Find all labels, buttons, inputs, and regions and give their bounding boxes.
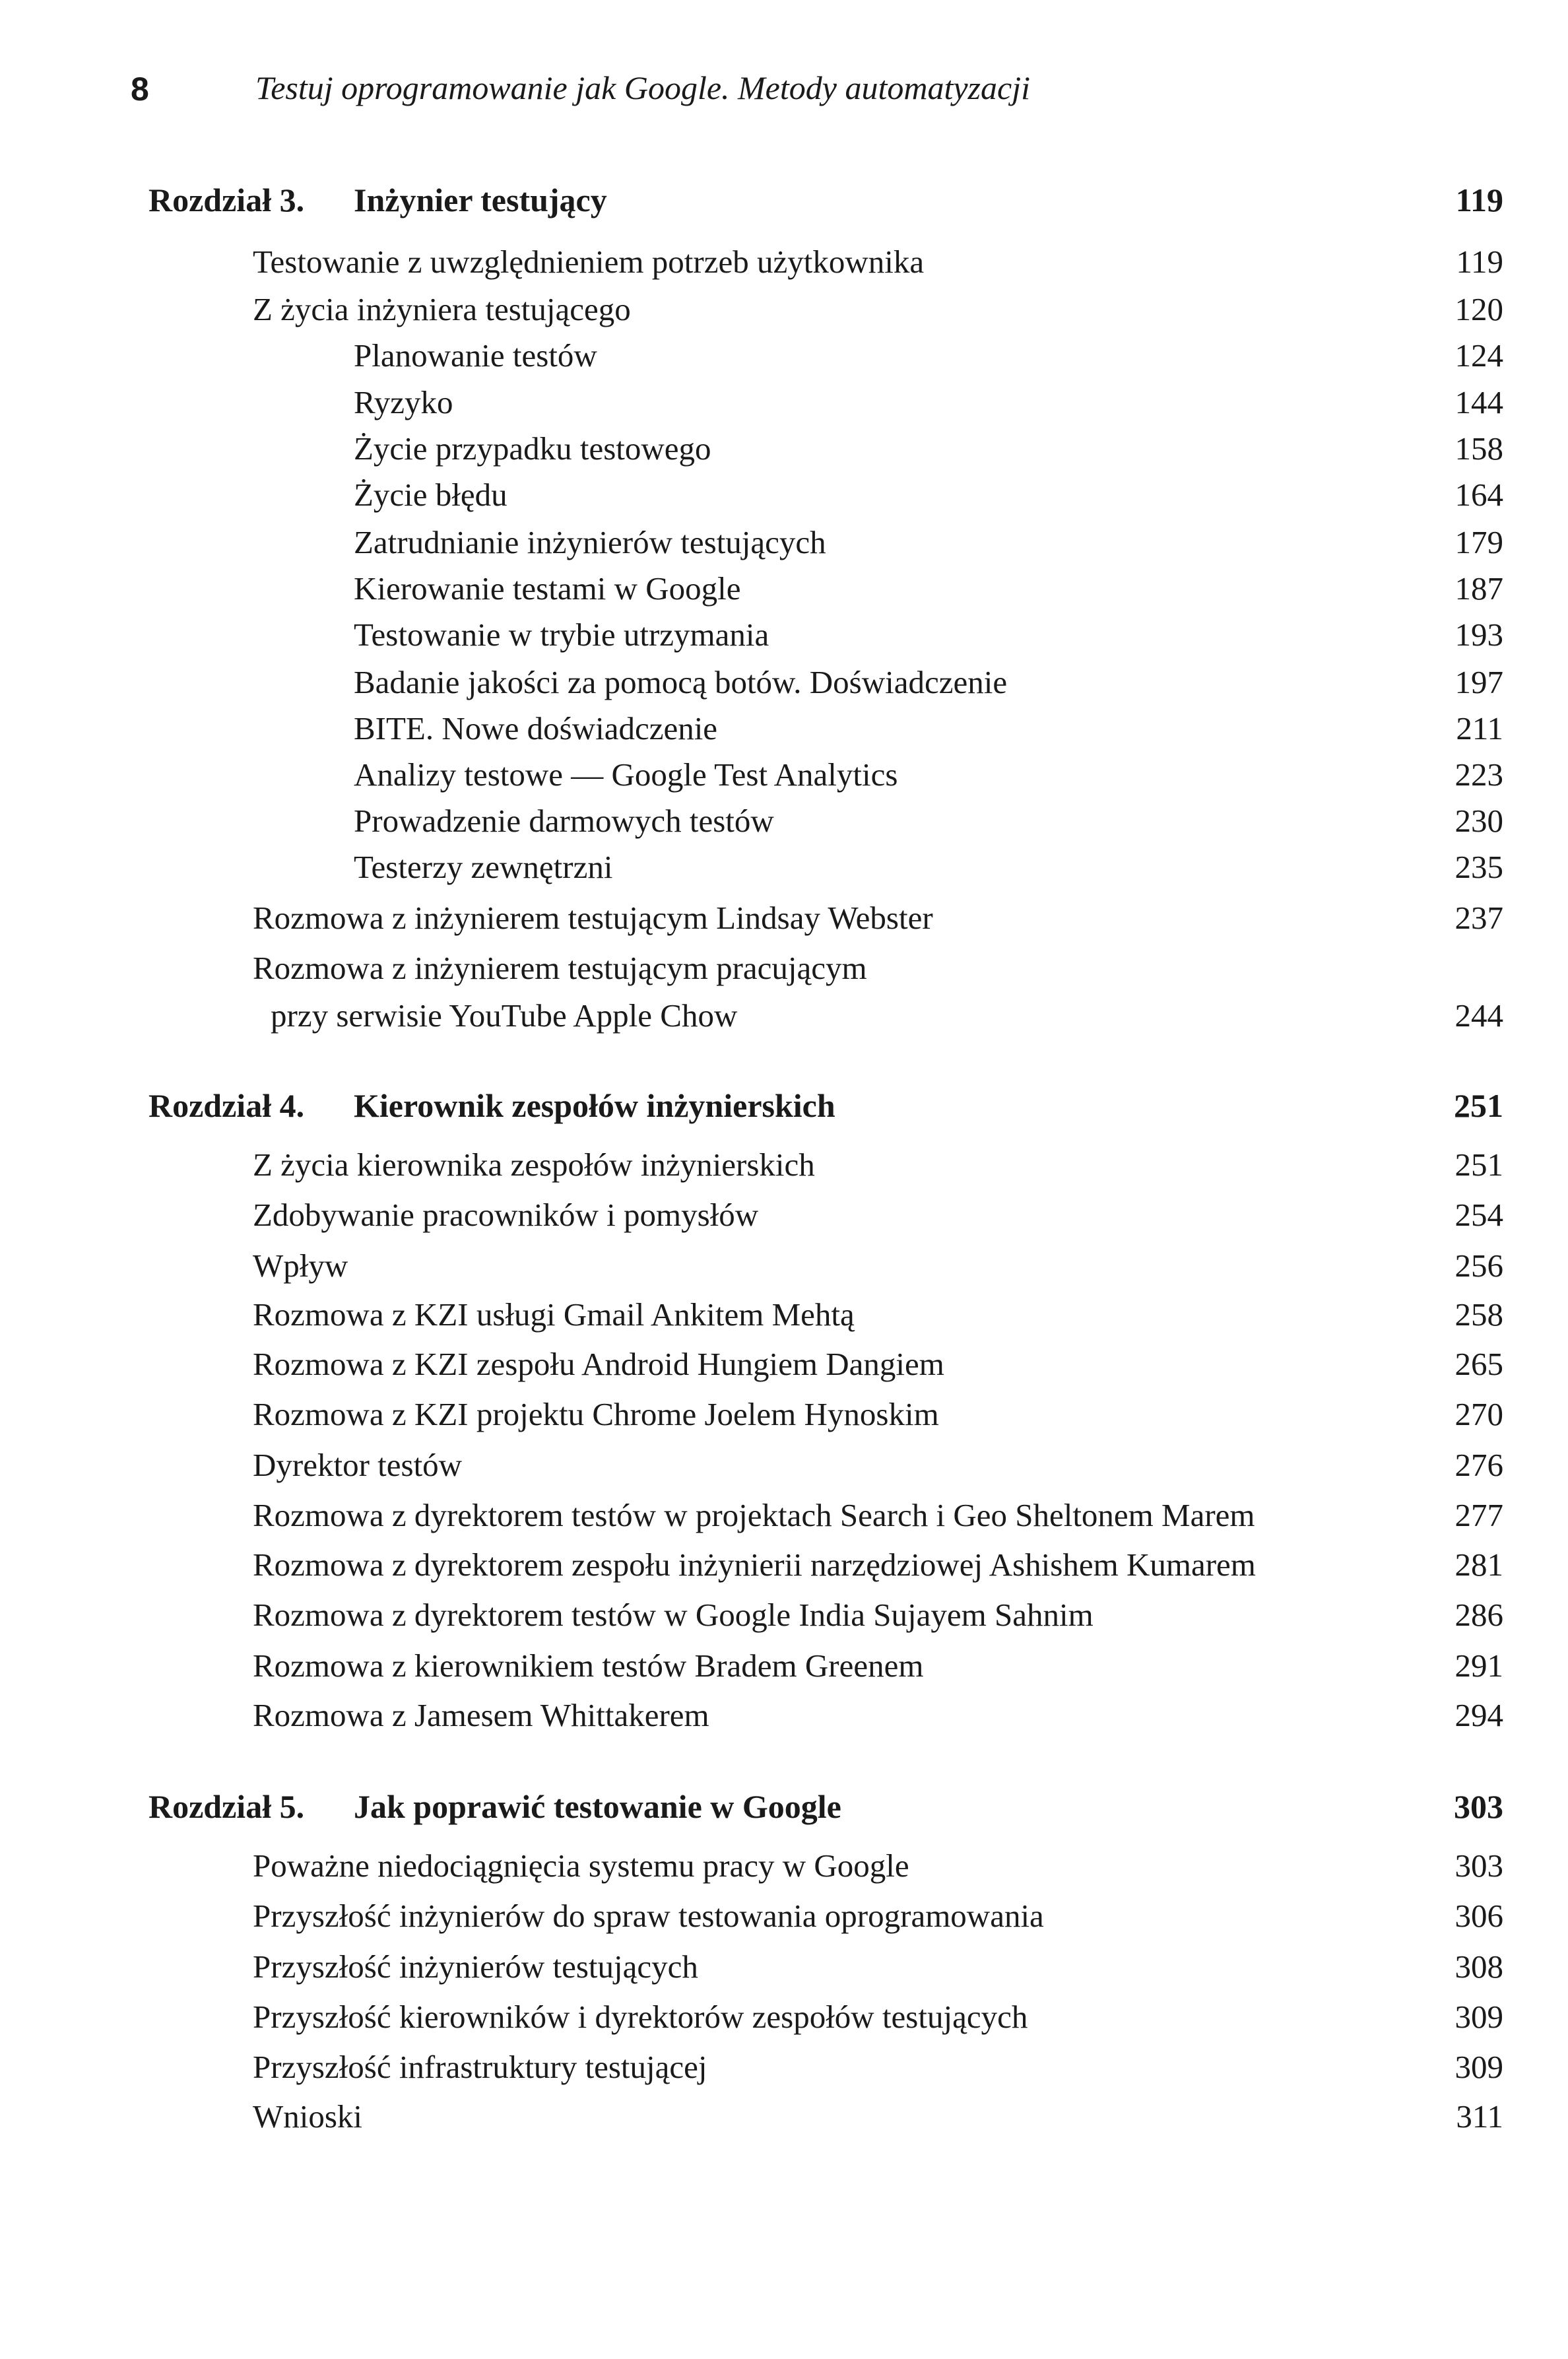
- toc-entry: Testowanie z uwzględnieniem potrzeb użytkownika: [253, 244, 925, 280]
- toc-entry: Z życia kierownika zespołów inżynierskich: [253, 1146, 815, 1183]
- toc-subentry: Analizy testowe — Google Test Analytics: [354, 756, 898, 793]
- toc-entry: Z życia inżyniera testującego: [253, 291, 631, 327]
- toc-subentry: Zatrudnianie inżynierów testujących: [354, 524, 826, 560]
- toc-entry: Rozmowa z KZI projektu Chrome Joelem Hynoskim: [253, 1396, 939, 1432]
- toc-entry: Rozmowa z dyrektorem testów w projektach Search i Geo Sheltonem Marem: [253, 1497, 1255, 1533]
- toc-entry-page: 237: [1454, 900, 1503, 936]
- toc-entry-page: 119: [1456, 244, 1503, 280]
- toc-entry: Rozmowa z inżynierem testującym Lindsay Webster: [253, 900, 933, 936]
- toc-entry-page: 211: [1456, 710, 1503, 747]
- toc-subentry: Badanie jakości za pomocą botów. Doświadczenie: [354, 664, 1008, 700]
- toc-entry: Przyszłość inżynierów testujących: [253, 1948, 698, 1985]
- toc-entry: Rozmowa z KZI zespołu Android Hungiem Dangiem: [253, 1346, 944, 1382]
- toc-entry-page: 235: [1454, 849, 1503, 885]
- toc-entry-continuation: przy serwisie YouTube Apple Chow: [271, 997, 738, 1034]
- toc-entry-page: 311: [1456, 2098, 1503, 2135]
- toc-entry-page: 258: [1454, 1296, 1503, 1333]
- toc-entry: Wnioski: [253, 2098, 363, 2135]
- toc-entry: Poważne niedociągnięcia systemu pracy w Google: [253, 1847, 909, 1884]
- toc-subentry: Kierowanie testami w Google: [354, 570, 741, 607]
- chapter-label: Rozdział 5.: [148, 1788, 305, 1825]
- toc-subentry: Prowadzenie darmowych testów: [354, 803, 774, 839]
- toc-entry: Zdobywanie pracowników i pomysłów: [253, 1197, 759, 1233]
- toc-entry-page: 158: [1454, 430, 1503, 467]
- chapter-title: Inżynier testujący: [354, 182, 607, 218]
- chapter-page: 303: [1454, 1788, 1503, 1825]
- toc-entry-page: 230: [1454, 803, 1503, 839]
- toc-subentry: BITE. Nowe doświadczenie: [354, 710, 718, 747]
- running-header-book-title: Testuj oprogramowanie jak Google. Metody automatyzacji: [255, 69, 1030, 106]
- chapter-label: Rozdział 3.: [148, 182, 305, 218]
- toc-entry-page: 120: [1454, 291, 1503, 327]
- toc-entry: Przyszłość inżynierów do spraw testowania oprogramowania: [253, 1898, 1044, 1934]
- toc-entry-page: 308: [1454, 1948, 1503, 1985]
- toc-entry-page: 277: [1454, 1497, 1503, 1533]
- toc-entry-page: 223: [1454, 756, 1503, 793]
- toc-entry-page: 144: [1454, 384, 1503, 420]
- running-header-page-number: 8: [131, 71, 149, 108]
- toc-entry-page: 179: [1454, 524, 1503, 560]
- toc-entry-page: 244: [1454, 997, 1503, 1034]
- toc-entry-page: 294: [1454, 1697, 1503, 1733]
- toc-subentry: Testowanie w trybie utrzymania: [354, 616, 769, 653]
- toc-entry-page: 309: [1454, 1999, 1503, 2035]
- toc-entry-page: 276: [1454, 1447, 1503, 1483]
- toc-entry: Rozmowa z dyrektorem zespołu inżynierii narzędziowej Ashishem Kumarem: [253, 1546, 1256, 1583]
- toc-entry-page: 270: [1454, 1396, 1503, 1432]
- toc-entry-page: 309: [1454, 2049, 1503, 2085]
- toc-entry-page: 124: [1454, 337, 1503, 374]
- toc-entry-page: 256: [1454, 1247, 1503, 1284]
- chapter-page: 251: [1454, 1087, 1503, 1124]
- toc-entry-page: 164: [1454, 477, 1503, 513]
- toc-subentry: Ryzyko: [354, 384, 453, 420]
- toc-entry-page: 254: [1454, 1197, 1503, 1233]
- toc-entry: Rozmowa z Jamesem Whittakerem: [253, 1697, 709, 1733]
- toc-entry-page: 291: [1454, 1647, 1503, 1684]
- toc-subentry: Życie przypadku testowego: [354, 430, 711, 467]
- toc-entry-page: 197: [1454, 664, 1503, 700]
- chapter-page: 119: [1455, 182, 1503, 218]
- toc-entry-page: 187: [1454, 570, 1503, 607]
- toc-entry-page: 286: [1454, 1597, 1503, 1633]
- chapter-title: Jak poprawić testowanie w Google: [354, 1788, 841, 1825]
- chapter-label: Rozdział 4.: [148, 1087, 305, 1124]
- toc-entry-page: 306: [1454, 1898, 1503, 1934]
- toc-entry: Rozmowa z kierownikiem testów Bradem Greenem: [253, 1647, 924, 1684]
- toc-entry-page: 281: [1454, 1546, 1503, 1583]
- toc-entry-page: 251: [1454, 1146, 1503, 1183]
- toc-entry: Przyszłość infrastruktury testującej: [253, 2049, 707, 2085]
- toc-entry: Rozmowa z inżynierem testującym pracującym: [253, 950, 867, 986]
- toc-subentry: Planowanie testów: [354, 337, 597, 374]
- toc-entry-page: 265: [1454, 1346, 1503, 1382]
- toc-entry-page: 303: [1454, 1847, 1503, 1884]
- toc-entry: Przyszłość kierowników i dyrektorów zespołów testujących: [253, 1999, 1028, 2035]
- toc-entry: Dyrektor testów: [253, 1447, 463, 1483]
- toc-entry: Wpływ: [253, 1247, 348, 1284]
- chapter-title: Kierownik zespołów inżynierskich: [354, 1087, 835, 1124]
- toc-entry: Rozmowa z KZI usługi Gmail Ankitem Mehtą: [253, 1296, 855, 1333]
- toc-entry-page: 193: [1454, 616, 1503, 653]
- toc-subentry: Życie błędu: [354, 477, 507, 513]
- toc-entry: Rozmowa z dyrektorem testów w Google India Sujayem Sahnim: [253, 1597, 1094, 1633]
- toc-subentry: Testerzy zewnętrzni: [354, 849, 613, 885]
